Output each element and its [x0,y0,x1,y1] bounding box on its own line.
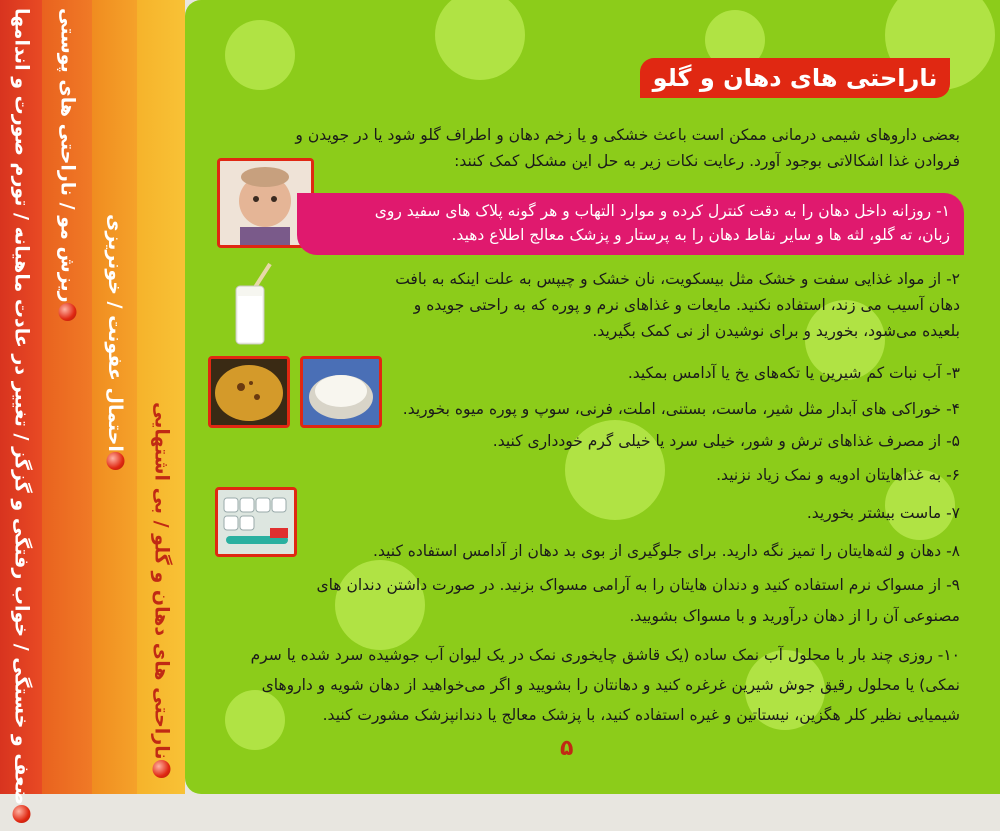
highlight-item-1: ۱- روزانه داخل دهان را به دقت کنترل کرده و موارد التهاب و هر گونه پلاک های سفید روی زبان، ته گلو، لثه ها و سایر نقاط دهان را به پرستار و پزشک معالج اطلاع دهید. [297,193,964,255]
item-8: ۸- دهان و لثه‌هایتان را تمیز نگه دارید. برای جلوگیری از بوی بد دهان از آدامس استفاده کنید. [373,542,960,560]
item-10: ۱۰- روزی چند بار با محلول آب نمک ساده (یک قاشق چایخوری نمک در یک لیوان آب جوشیده سرد شده یا سرم نمکی) یا محلول رقیق جوش شیرین غرغره کنید و دهانتان را بشویید و اگر می‌خواهید از دهان شویه و داروهای شیمیایی نظیر کلر هگزین، نیستاتین و غیره استفاده کنید، با پزشک معالج یا دندانپزشک مشورت کنید. [250,646,960,724]
bullet-dot-icon [13,805,31,823]
side-tab-hair-loss[interactable] [42,0,92,794]
item-5: ۵- از مصرف غذاهای ترش و شور، خیلی سرد یا خیلی گرم خودداری کنید. [492,432,960,450]
bullet-dot-icon [59,303,77,321]
side-tab-infection[interactable] [92,0,137,794]
item-7: ۷- ماست بیشتر بخورید. [806,504,960,522]
item-3: ۳- آب نبات کم شیرین یا تکه‌های یخ یا آدامس بمکید. [627,364,960,382]
item-6: ۶- به غذاهایتان ادویه و نمک زیاد نزنید. [716,466,960,484]
item-4: ۴- خوراکی های آبدار مثل شیر، ماست، بستنی، املت، فرنی، سوپ و پوره میوه بخورید. [402,400,960,418]
item-9: ۹- از مسواک نرم استفاده کنید و دندان هایتان را به آرامی مسواک بزنید. در صورت داشتن دندان های مصنوعی آن را از دهان درآورید و با مسواک بشویید. [316,576,960,625]
side-tab-label: ناراحتی های دهان و گلو / بی اشتهایی [150,402,173,760]
page-title: ناراحتی های دهان و گلو [640,58,950,98]
bullet-dot-icon [153,760,171,778]
decorative-bubble [225,20,295,90]
decorative-bubble [435,0,525,80]
side-tab-label: احتمال عفونت / خونریزی [104,214,126,452]
page-number: ۵ [560,736,574,761]
side-tab-label: ریزش مو / ناراحتی های پوستی [56,8,79,303]
side-tab-mouth-throat[interactable] [137,0,185,794]
side-tab-label: ضعف و خستگی / خواب رفتگی و گزگز / تغییر در عادت ماهیانه / تورم صورت و اندامها [10,8,33,806]
intro-paragraph: بعضی داروهای شیمی درمانی ممکن است باعث خشکی و یا زخم دهان و اطراف گلو شود یا در جویدن و فروادن غذا اشکالاتی بوجود آورد. رعایت نکات زیر به حل این مشکل کمک کنند: [295,126,960,170]
item-2: ۲- از مواد غذایی سفت و خشک مثل بیسکویت، نان خشک و چیپس به علت اینکه به بافت دهان آسیب می زند، استفاده نکنید. مایعات و غذاهای نرم و پوره که به راحتی جویده و بلعیده می‌شود، بخورید و برای نوشیدن از نی کمک بگیرید. [395,270,960,340]
side-tab-fatigue[interactable] [0,0,42,806]
bullet-dot-icon [106,452,124,470]
